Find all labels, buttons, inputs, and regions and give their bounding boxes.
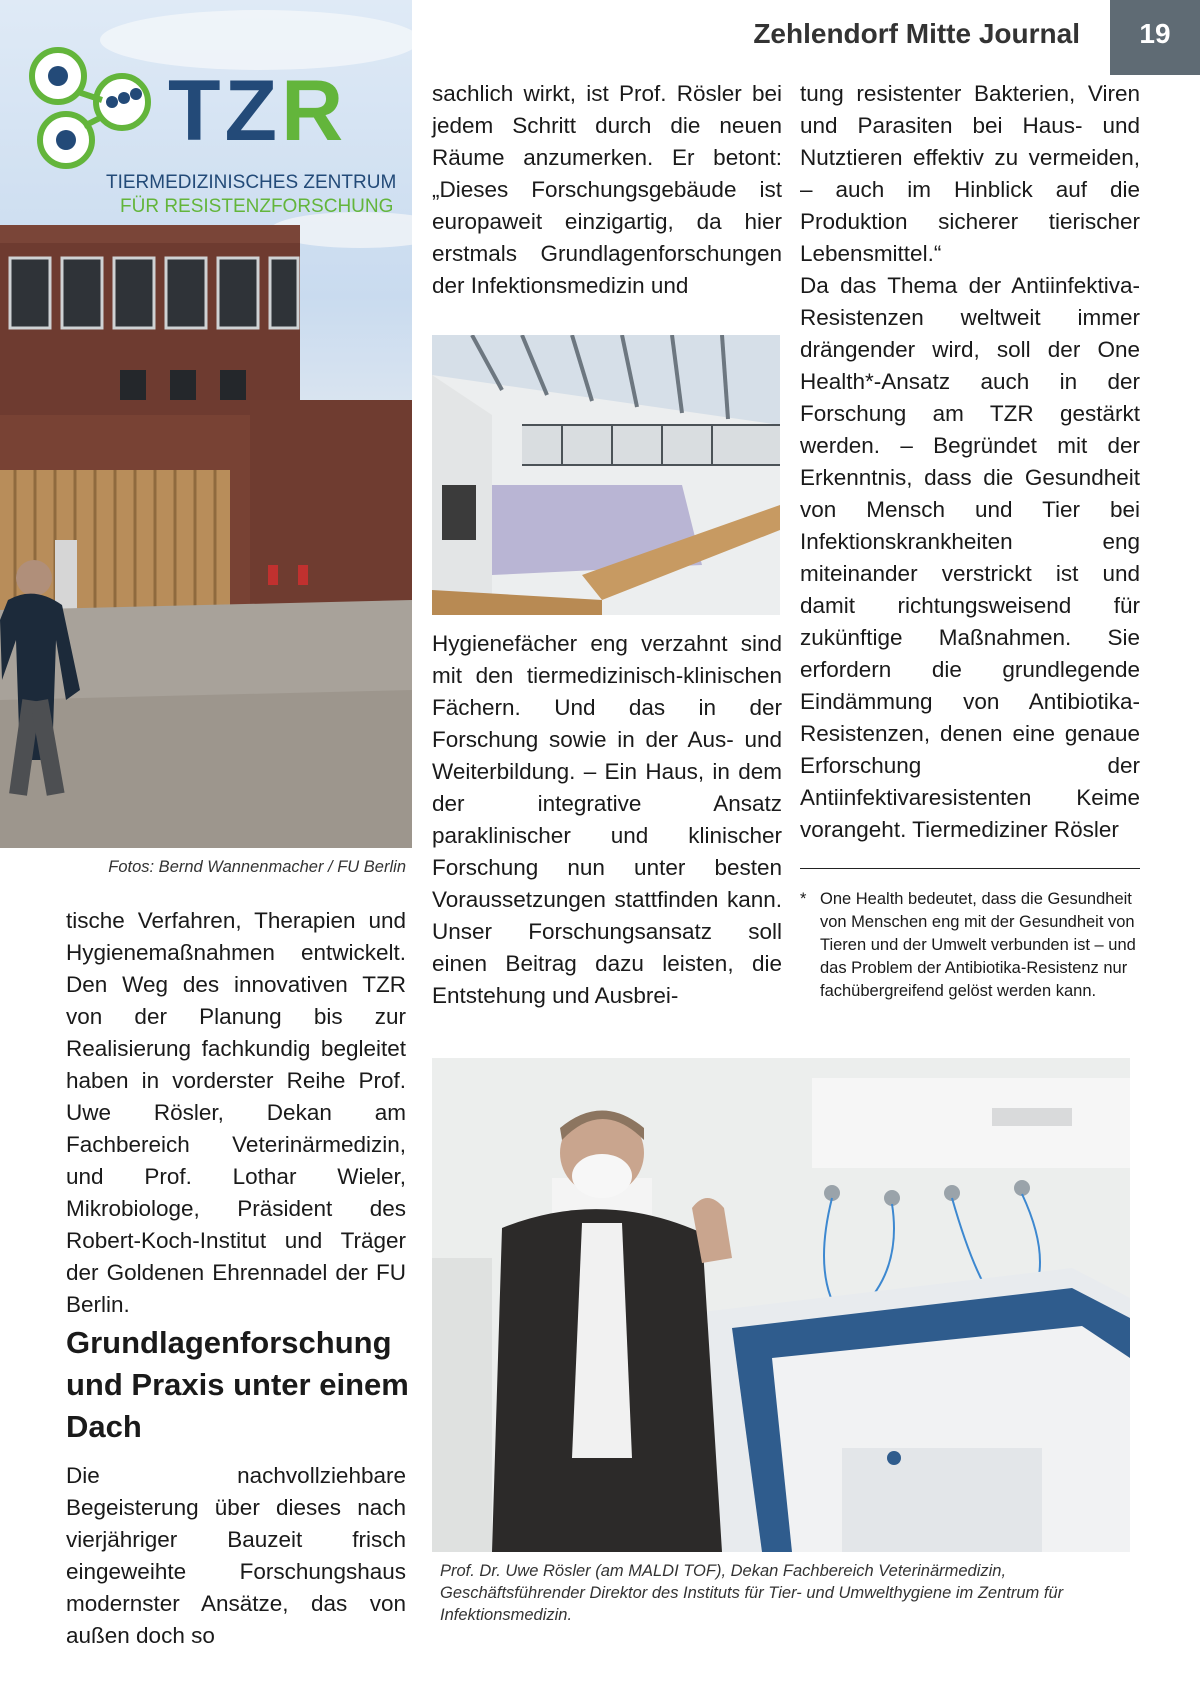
article-column-2-bottom: [432, 628, 782, 1012]
article-column-2-top: [432, 78, 782, 302]
footnote: [800, 888, 1140, 1003]
atrium-photo-drawing: [432, 335, 780, 615]
logo-subtitle-line2: FÜR RESISTENZFORSCHUNG: [120, 196, 394, 217]
article-paragraph: tische Verfahren, Therapien und Hygienemaßnahmen entwickelt. Den Weg des innovativen TZR von der Planung bis zur Realisierung fachkundig begleitet haben in vorderster Reihe Prof. Uwe Rösler, Dekan am Fachbereich Veterinärmedizin, und Prof. Lothar Wieler, Mikrobiologe, Präsident des Robert-Koch-Institut und Träger der Goldenen Ehrennadel der FU Berlin.: [66, 908, 406, 1317]
article-column-1: [66, 905, 406, 1321]
lab-photo-caption: Prof. Dr. Uwe Rösler (am MALDI TOF), Dekan Fachbereich Veterinärmedizin, Geschäftsführender Direktor des Instituts für Tier- und Umwelthygiene im Zentrum für Infektionsmedizin.: [440, 1562, 1064, 1624]
logo-abbr: TZ: [168, 63, 282, 159]
building-photo: [0, 0, 412, 848]
article-paragraph: Da das Thema der Antiinfektiva-Resistenzen weltweit immer drängender wird, soll der One Health*-Ansatz auch in der Forschung am TZR gestärkt werden. – Begründet mit der Erkenntnis, dass die Gesundheit von Mensch und Tier bei Infektionskrankheiten eng miteinander verstrickt ist und damit richtungsweisend für zukünftige Maßnahmen. Sie erfordern die grundlegende Eindämmung von Antibiotika-Resistenzen, denen eine genaue Erforschung der Antiinfektivaresistenten Keime vorangeht. Tiermediziner Rösler: [800, 273, 1140, 842]
logo-abbr-accent: R: [281, 63, 348, 159]
article-paragraph: Die nachvollziehbare Begeisterung über dieses nach vierjähriger Bauzeit frisch eingeweihte Forschungshaus modernster Ansätze, das von außen doch so: [66, 1463, 406, 1648]
tzr-logo: [168, 63, 348, 159]
journal-title: Zehlendorf Mitte Journal: [753, 18, 1080, 49]
article-paragraph: Hygienefächer eng verzahnt sind mit den tiermedizinisch-klinischen Fächern. Und das in der Forschung sowie in der Aus- und Weiterbildung. – Ein Haus, in dem der integrative Ansatz paraklinischer und klinischer Forschung nun unter besten Voraussetzungen stattfinden kann. Unser Forschungsansatz soll einen Beitrag dazu leisten, die Entstehung und Ausbrei-: [432, 631, 782, 1008]
footnote-text: One Health bedeutet, dass die Gesundheit von Menschen eng mit der Gesundheit von Tieren und der Umwelt verbunden ist – und das Problem der Antibiotika-Resistenz nur fachübergreifend gelöst werden kann.: [820, 890, 1136, 1000]
article-column-3: [800, 78, 1140, 846]
photo-credit: Fotos: Bernd Wannenmacher / FU Berlin: [108, 858, 406, 876]
article-paragraph: tung resistenter Bakterien, Viren und Parasiten bei Haus- und Nutztieren effektiv zu vermeiden, – auch im Hinblick auf die Produktion sicherer tierischer Lebensmittel.“: [800, 81, 1140, 266]
article-paragraph: sachlich wirkt, ist Prof. Rösler bei jedem Schritt durch die neuen Räume anzumerken. Er betont: „Dieses Forschungsgebäude ist europaweit einzigartig, da hier erstmals Grundlagenforschungen der Infektionsmedizin und: [432, 81, 782, 298]
page-number: 19: [1139, 18, 1171, 49]
logo-subtitle-line1: TIERMEDIZINISCHES ZENTRUM: [106, 172, 397, 193]
footnote-divider: [800, 868, 1140, 869]
article-column-1-continued: [66, 1460, 406, 1652]
lab-photo-drawing: [432, 1058, 1130, 1552]
section-heading: Grundlagenforschung und Praxis unter einem Dach: [66, 1325, 409, 1444]
footnote-marker: *: [800, 890, 807, 908]
atrium-photo: [432, 335, 780, 615]
lab-photo: [432, 1058, 1130, 1552]
